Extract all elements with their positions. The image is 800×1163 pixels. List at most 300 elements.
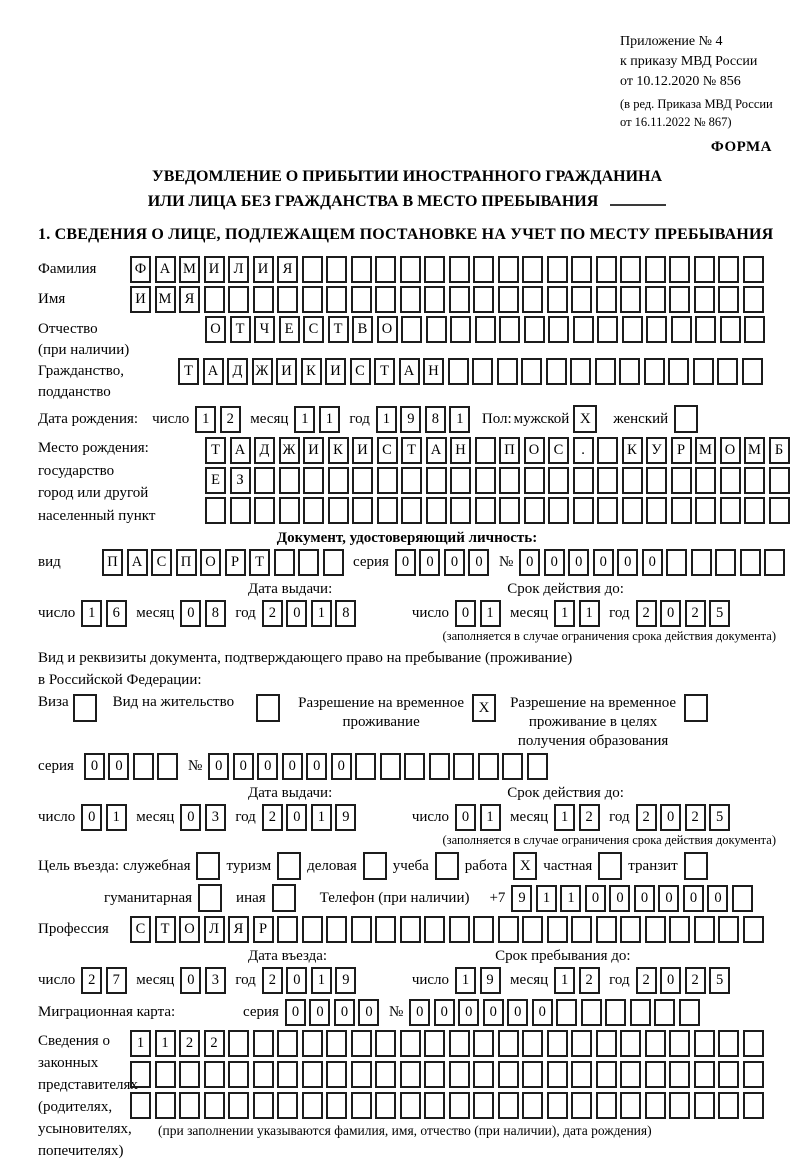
char-cell[interactable]: О bbox=[377, 316, 398, 343]
char-cell[interactable] bbox=[449, 286, 470, 313]
char-cell[interactable] bbox=[326, 1061, 347, 1088]
char-cell[interactable]: 8 bbox=[205, 600, 226, 627]
char-cell[interactable]: Ч bbox=[254, 316, 275, 343]
char-cell[interactable] bbox=[351, 256, 372, 283]
char-cell[interactable]: 9 bbox=[511, 885, 532, 912]
char-cell[interactable] bbox=[547, 256, 568, 283]
char-cell[interactable] bbox=[571, 1030, 592, 1057]
char-cell[interactable] bbox=[298, 549, 319, 576]
char-cell[interactable]: 0 bbox=[658, 885, 679, 912]
char-cell[interactable] bbox=[426, 316, 447, 343]
char-cell[interactable] bbox=[695, 316, 716, 343]
char-cell[interactable] bbox=[694, 1061, 715, 1088]
char-cell[interactable]: 2 bbox=[685, 804, 706, 831]
char-cell[interactable]: 0 bbox=[108, 753, 129, 780]
char-cell[interactable]: Т bbox=[249, 549, 270, 576]
char-cell[interactable] bbox=[620, 1092, 641, 1119]
char-cell[interactable] bbox=[450, 467, 471, 494]
char-cell[interactable] bbox=[473, 1030, 494, 1057]
char-cell[interactable]: 1 bbox=[579, 600, 600, 627]
char-cell[interactable]: 0 bbox=[84, 753, 105, 780]
char-cell[interactable]: 0 bbox=[309, 999, 330, 1026]
char-cell[interactable]: 1 bbox=[560, 885, 581, 912]
char-cell[interactable]: А bbox=[426, 437, 447, 464]
char-cell[interactable] bbox=[498, 1092, 519, 1119]
char-cell[interactable] bbox=[548, 497, 569, 524]
residence-issue-year-cells[interactable] bbox=[262, 804, 360, 831]
char-cell[interactable]: 0 bbox=[609, 885, 630, 912]
char-cell[interactable]: 1 bbox=[311, 600, 332, 627]
issue-month-cells[interactable] bbox=[180, 600, 229, 627]
char-cell[interactable] bbox=[400, 286, 421, 313]
char-cell[interactable] bbox=[744, 316, 765, 343]
char-cell[interactable]: 5 bbox=[709, 967, 730, 994]
char-cell[interactable] bbox=[377, 467, 398, 494]
char-cell[interactable] bbox=[449, 1092, 470, 1119]
char-cell[interactable] bbox=[597, 437, 618, 464]
char-cell[interactable] bbox=[473, 1061, 494, 1088]
char-cell[interactable] bbox=[130, 1061, 151, 1088]
char-cell[interactable] bbox=[720, 467, 741, 494]
purpose-work-checkbox[interactable]: X bbox=[513, 852, 537, 880]
char-cell[interactable] bbox=[450, 497, 471, 524]
char-cell[interactable]: 0 bbox=[285, 999, 306, 1026]
char-cell[interactable] bbox=[424, 916, 445, 943]
char-cell[interactable] bbox=[326, 916, 347, 943]
char-cell[interactable]: 1 bbox=[536, 885, 557, 912]
visa-checkbox[interactable] bbox=[73, 694, 97, 722]
residence-expiry-day-cells[interactable] bbox=[455, 804, 504, 831]
char-cell[interactable]: 0 bbox=[519, 549, 540, 576]
char-cell[interactable] bbox=[449, 256, 470, 283]
char-cell[interactable] bbox=[744, 467, 765, 494]
char-cell[interactable] bbox=[473, 256, 494, 283]
char-cell[interactable] bbox=[718, 1061, 739, 1088]
char-cell[interactable] bbox=[645, 1092, 666, 1119]
char-cell[interactable] bbox=[645, 256, 666, 283]
temp-residence-edu-checkbox[interactable] bbox=[684, 694, 708, 722]
char-cell[interactable] bbox=[448, 358, 469, 385]
char-cell[interactable] bbox=[718, 1030, 739, 1057]
char-cell[interactable]: 1 bbox=[480, 804, 501, 831]
char-cell[interactable] bbox=[671, 497, 692, 524]
char-cell[interactable] bbox=[743, 1092, 764, 1119]
char-cell[interactable] bbox=[228, 286, 249, 313]
char-cell[interactable] bbox=[351, 1030, 372, 1057]
char-cell[interactable]: М bbox=[695, 437, 716, 464]
char-cell[interactable]: 1 bbox=[480, 600, 501, 627]
char-cell[interactable]: А bbox=[155, 256, 176, 283]
char-cell[interactable] bbox=[502, 753, 523, 780]
expiry-day-cells[interactable] bbox=[455, 600, 504, 627]
char-cell[interactable]: 2 bbox=[636, 600, 657, 627]
char-cell[interactable] bbox=[375, 1061, 396, 1088]
representatives-cells-1[interactable] bbox=[130, 1030, 767, 1057]
char-cell[interactable] bbox=[645, 1061, 666, 1088]
char-cell[interactable]: С bbox=[303, 316, 324, 343]
char-cell[interactable] bbox=[351, 286, 372, 313]
char-cell[interactable]: Д bbox=[227, 358, 248, 385]
char-cell[interactable]: О bbox=[205, 316, 226, 343]
char-cell[interactable] bbox=[720, 497, 741, 524]
char-cell[interactable] bbox=[764, 549, 785, 576]
char-cell[interactable]: 1 bbox=[319, 406, 340, 433]
char-cell[interactable]: 1 bbox=[294, 406, 315, 433]
char-cell[interactable]: О bbox=[524, 437, 545, 464]
char-cell[interactable]: Р bbox=[253, 916, 274, 943]
char-cell[interactable]: 1 bbox=[455, 967, 476, 994]
char-cell[interactable] bbox=[323, 549, 344, 576]
char-cell[interactable]: 0 bbox=[180, 804, 201, 831]
char-cell[interactable] bbox=[669, 1061, 690, 1088]
char-cell[interactable]: . bbox=[573, 437, 594, 464]
char-cell[interactable]: 0 bbox=[286, 804, 307, 831]
char-cell[interactable] bbox=[742, 358, 763, 385]
char-cell[interactable] bbox=[596, 916, 617, 943]
char-cell[interactable] bbox=[400, 256, 421, 283]
char-cell[interactable]: К bbox=[301, 358, 322, 385]
char-cell[interactable] bbox=[352, 497, 373, 524]
char-cell[interactable] bbox=[619, 358, 640, 385]
char-cell[interactable]: 0 bbox=[180, 600, 201, 627]
char-cell[interactable] bbox=[597, 316, 618, 343]
expiry-month-cells[interactable] bbox=[554, 600, 603, 627]
char-cell[interactable]: Т bbox=[178, 358, 199, 385]
char-cell[interactable] bbox=[668, 358, 689, 385]
char-cell[interactable]: 9 bbox=[335, 804, 356, 831]
char-cell[interactable] bbox=[498, 916, 519, 943]
char-cell[interactable]: 5 bbox=[709, 804, 730, 831]
char-cell[interactable]: 0 bbox=[419, 549, 440, 576]
char-cell[interactable]: 2 bbox=[636, 967, 657, 994]
char-cell[interactable] bbox=[524, 497, 545, 524]
char-cell[interactable] bbox=[277, 916, 298, 943]
char-cell[interactable]: А bbox=[399, 358, 420, 385]
char-cell[interactable] bbox=[375, 256, 396, 283]
char-cell[interactable]: 0 bbox=[306, 753, 327, 780]
char-cell[interactable]: 9 bbox=[400, 406, 421, 433]
char-cell[interactable] bbox=[548, 316, 569, 343]
char-cell[interactable] bbox=[743, 916, 764, 943]
char-cell[interactable]: 0 bbox=[444, 549, 465, 576]
char-cell[interactable] bbox=[400, 1061, 421, 1088]
char-cell[interactable] bbox=[424, 286, 445, 313]
char-cell[interactable] bbox=[571, 1092, 592, 1119]
char-cell[interactable] bbox=[302, 1061, 323, 1088]
char-cell[interactable] bbox=[694, 1030, 715, 1057]
char-cell[interactable]: П bbox=[499, 437, 520, 464]
char-cell[interactable]: 5 bbox=[709, 600, 730, 627]
char-cell[interactable] bbox=[522, 916, 543, 943]
char-cell[interactable] bbox=[404, 753, 425, 780]
char-cell[interactable] bbox=[424, 1030, 445, 1057]
char-cell[interactable]: 0 bbox=[458, 999, 479, 1026]
char-cell[interactable] bbox=[622, 316, 643, 343]
char-cell[interactable]: 0 bbox=[257, 753, 278, 780]
char-cell[interactable] bbox=[475, 316, 496, 343]
char-cell[interactable] bbox=[253, 1030, 274, 1057]
char-cell[interactable]: И bbox=[130, 286, 151, 313]
char-cell[interactable]: О bbox=[179, 916, 200, 943]
char-cell[interactable]: 9 bbox=[480, 967, 501, 994]
birth-place-cells-3[interactable] bbox=[205, 497, 793, 524]
char-cell[interactable]: 0 bbox=[544, 549, 565, 576]
surname-cells[interactable] bbox=[130, 256, 767, 283]
char-cell[interactable] bbox=[351, 1092, 372, 1119]
char-cell[interactable] bbox=[375, 916, 396, 943]
char-cell[interactable] bbox=[646, 467, 667, 494]
char-cell[interactable] bbox=[453, 753, 474, 780]
gender-female-checkbox[interactable] bbox=[674, 405, 698, 433]
residence-expiry-year-cells[interactable] bbox=[636, 804, 734, 831]
char-cell[interactable]: 0 bbox=[331, 753, 352, 780]
char-cell[interactable] bbox=[620, 286, 641, 313]
char-cell[interactable]: 0 bbox=[334, 999, 355, 1026]
char-cell[interactable] bbox=[743, 1061, 764, 1088]
char-cell[interactable]: Л bbox=[204, 916, 225, 943]
migration-series-cells[interactable] bbox=[285, 999, 383, 1026]
doc-kind-cells[interactable] bbox=[102, 549, 347, 576]
char-cell[interactable]: 1 bbox=[449, 406, 470, 433]
char-cell[interactable]: 0 bbox=[286, 600, 307, 627]
char-cell[interactable] bbox=[547, 1030, 568, 1057]
char-cell[interactable]: 1 bbox=[311, 804, 332, 831]
char-cell[interactable] bbox=[179, 1061, 200, 1088]
char-cell[interactable] bbox=[645, 1030, 666, 1057]
temp-residence-checkbox[interactable]: X bbox=[472, 694, 496, 722]
char-cell[interactable]: М bbox=[179, 256, 200, 283]
char-cell[interactable] bbox=[654, 999, 675, 1026]
char-cell[interactable] bbox=[133, 753, 154, 780]
char-cell[interactable] bbox=[328, 467, 349, 494]
char-cell[interactable] bbox=[645, 916, 666, 943]
char-cell[interactable]: Л bbox=[228, 256, 249, 283]
char-cell[interactable]: 2 bbox=[685, 967, 706, 994]
char-cell[interactable]: 0 bbox=[81, 804, 102, 831]
char-cell[interactable] bbox=[646, 497, 667, 524]
char-cell[interactable]: А bbox=[127, 549, 148, 576]
char-cell[interactable] bbox=[715, 549, 736, 576]
char-cell[interactable]: 0 bbox=[660, 600, 681, 627]
char-cell[interactable] bbox=[571, 916, 592, 943]
char-cell[interactable]: 2 bbox=[262, 967, 283, 994]
char-cell[interactable] bbox=[498, 1030, 519, 1057]
char-cell[interactable] bbox=[620, 256, 641, 283]
expiry-year-cells[interactable] bbox=[636, 600, 734, 627]
char-cell[interactable] bbox=[475, 437, 496, 464]
char-cell[interactable]: Т bbox=[401, 437, 422, 464]
char-cell[interactable] bbox=[718, 916, 739, 943]
char-cell[interactable]: У bbox=[646, 437, 667, 464]
char-cell[interactable] bbox=[355, 753, 376, 780]
char-cell[interactable]: 2 bbox=[262, 600, 283, 627]
char-cell[interactable] bbox=[228, 1030, 249, 1057]
given-name-cells[interactable] bbox=[130, 286, 767, 313]
residence-expiry-month-cells[interactable] bbox=[554, 804, 603, 831]
char-cell[interactable] bbox=[155, 1061, 176, 1088]
char-cell[interactable]: 1 bbox=[554, 804, 575, 831]
profession-cells[interactable] bbox=[130, 916, 767, 943]
char-cell[interactable] bbox=[254, 467, 275, 494]
char-cell[interactable] bbox=[694, 916, 715, 943]
char-cell[interactable]: 2 bbox=[579, 804, 600, 831]
char-cell[interactable] bbox=[522, 1092, 543, 1119]
char-cell[interactable] bbox=[475, 497, 496, 524]
char-cell[interactable] bbox=[620, 1061, 641, 1088]
char-cell[interactable]: 0 bbox=[683, 885, 704, 912]
char-cell[interactable]: 1 bbox=[554, 967, 575, 994]
char-cell[interactable] bbox=[130, 1092, 151, 1119]
char-cell[interactable] bbox=[605, 999, 626, 1026]
char-cell[interactable] bbox=[230, 497, 251, 524]
char-cell[interactable] bbox=[277, 1030, 298, 1057]
residence-issue-day-cells[interactable] bbox=[81, 804, 130, 831]
char-cell[interactable]: 0 bbox=[483, 999, 504, 1026]
char-cell[interactable] bbox=[303, 467, 324, 494]
char-cell[interactable]: Б bbox=[769, 437, 790, 464]
char-cell[interactable] bbox=[547, 1092, 568, 1119]
char-cell[interactable]: 2 bbox=[81, 967, 102, 994]
char-cell[interactable]: 1 bbox=[81, 600, 102, 627]
citizenship-cells[interactable] bbox=[178, 358, 766, 385]
char-cell[interactable] bbox=[596, 1092, 617, 1119]
char-cell[interactable]: И bbox=[276, 358, 297, 385]
char-cell[interactable] bbox=[449, 1061, 470, 1088]
char-cell[interactable] bbox=[472, 358, 493, 385]
char-cell[interactable] bbox=[424, 1092, 445, 1119]
char-cell[interactable] bbox=[769, 467, 790, 494]
residence-series-cells[interactable] bbox=[84, 753, 182, 780]
representatives-cells-3[interactable] bbox=[130, 1092, 767, 1119]
char-cell[interactable] bbox=[717, 358, 738, 385]
char-cell[interactable] bbox=[597, 497, 618, 524]
char-cell[interactable] bbox=[732, 885, 753, 912]
char-cell[interactable] bbox=[718, 256, 739, 283]
char-cell[interactable] bbox=[669, 916, 690, 943]
char-cell[interactable] bbox=[204, 1092, 225, 1119]
char-cell[interactable]: Т bbox=[155, 916, 176, 943]
char-cell[interactable] bbox=[499, 316, 520, 343]
char-cell[interactable]: И bbox=[204, 256, 225, 283]
char-cell[interactable]: Н bbox=[423, 358, 444, 385]
char-cell[interactable] bbox=[671, 316, 692, 343]
char-cell[interactable] bbox=[573, 497, 594, 524]
char-cell[interactable] bbox=[228, 1061, 249, 1088]
char-cell[interactable]: 2 bbox=[262, 804, 283, 831]
char-cell[interactable] bbox=[646, 316, 667, 343]
char-cell[interactable]: Т bbox=[205, 437, 226, 464]
char-cell[interactable] bbox=[401, 467, 422, 494]
char-cell[interactable] bbox=[475, 467, 496, 494]
char-cell[interactable] bbox=[400, 1092, 421, 1119]
phone-cells[interactable] bbox=[511, 885, 756, 912]
char-cell[interactable] bbox=[620, 916, 641, 943]
char-cell[interactable]: Р bbox=[225, 549, 246, 576]
char-cell[interactable] bbox=[556, 999, 577, 1026]
char-cell[interactable] bbox=[352, 467, 373, 494]
char-cell[interactable] bbox=[596, 1030, 617, 1057]
purpose-humanitarian-checkbox[interactable] bbox=[198, 884, 222, 912]
char-cell[interactable]: 2 bbox=[220, 406, 241, 433]
residence-issue-month-cells[interactable] bbox=[180, 804, 229, 831]
char-cell[interactable] bbox=[400, 1030, 421, 1057]
char-cell[interactable] bbox=[548, 467, 569, 494]
char-cell[interactable] bbox=[521, 358, 542, 385]
char-cell[interactable] bbox=[644, 358, 665, 385]
char-cell[interactable] bbox=[473, 1092, 494, 1119]
char-cell[interactable]: И bbox=[325, 358, 346, 385]
char-cell[interactable]: 1 bbox=[155, 1030, 176, 1057]
char-cell[interactable] bbox=[473, 286, 494, 313]
char-cell[interactable]: С bbox=[130, 916, 151, 943]
issue-day-cells[interactable] bbox=[81, 600, 130, 627]
until-month-cells[interactable] bbox=[554, 967, 603, 994]
char-cell[interactable] bbox=[326, 286, 347, 313]
char-cell[interactable] bbox=[274, 549, 295, 576]
until-year-cells[interactable] bbox=[636, 967, 734, 994]
char-cell[interactable]: Е bbox=[205, 467, 226, 494]
char-cell[interactable] bbox=[449, 916, 470, 943]
char-cell[interactable] bbox=[277, 1061, 298, 1088]
char-cell[interactable]: 1 bbox=[376, 406, 397, 433]
char-cell[interactable] bbox=[669, 286, 690, 313]
char-cell[interactable]: П bbox=[176, 549, 197, 576]
char-cell[interactable] bbox=[351, 1061, 372, 1088]
char-cell[interactable] bbox=[424, 256, 445, 283]
char-cell[interactable] bbox=[693, 358, 714, 385]
char-cell[interactable] bbox=[424, 1061, 445, 1088]
char-cell[interactable] bbox=[669, 1092, 690, 1119]
char-cell[interactable]: Н bbox=[450, 437, 471, 464]
char-cell[interactable] bbox=[179, 1092, 200, 1119]
char-cell[interactable]: А bbox=[203, 358, 224, 385]
char-cell[interactable]: Т bbox=[230, 316, 251, 343]
char-cell[interactable] bbox=[720, 316, 741, 343]
char-cell[interactable]: 0 bbox=[180, 967, 201, 994]
char-cell[interactable] bbox=[694, 256, 715, 283]
char-cell[interactable]: И bbox=[352, 437, 373, 464]
char-cell[interactable] bbox=[718, 286, 739, 313]
char-cell[interactable] bbox=[302, 916, 323, 943]
char-cell[interactable]: М bbox=[744, 437, 765, 464]
char-cell[interactable] bbox=[498, 256, 519, 283]
char-cell[interactable] bbox=[426, 497, 447, 524]
entry-month-cells[interactable] bbox=[180, 967, 229, 994]
char-cell[interactable]: 1 bbox=[195, 406, 216, 433]
char-cell[interactable]: С bbox=[548, 437, 569, 464]
char-cell[interactable]: 0 bbox=[409, 999, 430, 1026]
char-cell[interactable]: Ж bbox=[252, 358, 273, 385]
char-cell[interactable] bbox=[499, 497, 520, 524]
char-cell[interactable] bbox=[596, 1061, 617, 1088]
char-cell[interactable]: П bbox=[102, 549, 123, 576]
char-cell[interactable] bbox=[573, 467, 594, 494]
char-cell[interactable] bbox=[595, 358, 616, 385]
char-cell[interactable] bbox=[743, 286, 764, 313]
char-cell[interactable] bbox=[302, 1092, 323, 1119]
char-cell[interactable]: 0 bbox=[434, 999, 455, 1026]
gender-male-checkbox[interactable]: X bbox=[573, 405, 597, 433]
char-cell[interactable] bbox=[400, 916, 421, 943]
char-cell[interactable] bbox=[694, 286, 715, 313]
char-cell[interactable]: 2 bbox=[579, 967, 600, 994]
char-cell[interactable]: Т bbox=[328, 316, 349, 343]
char-cell[interactable]: 1 bbox=[130, 1030, 151, 1057]
char-cell[interactable] bbox=[302, 286, 323, 313]
char-cell[interactable] bbox=[302, 256, 323, 283]
birth-place-cells-1[interactable] bbox=[205, 437, 793, 464]
char-cell[interactable]: С bbox=[350, 358, 371, 385]
